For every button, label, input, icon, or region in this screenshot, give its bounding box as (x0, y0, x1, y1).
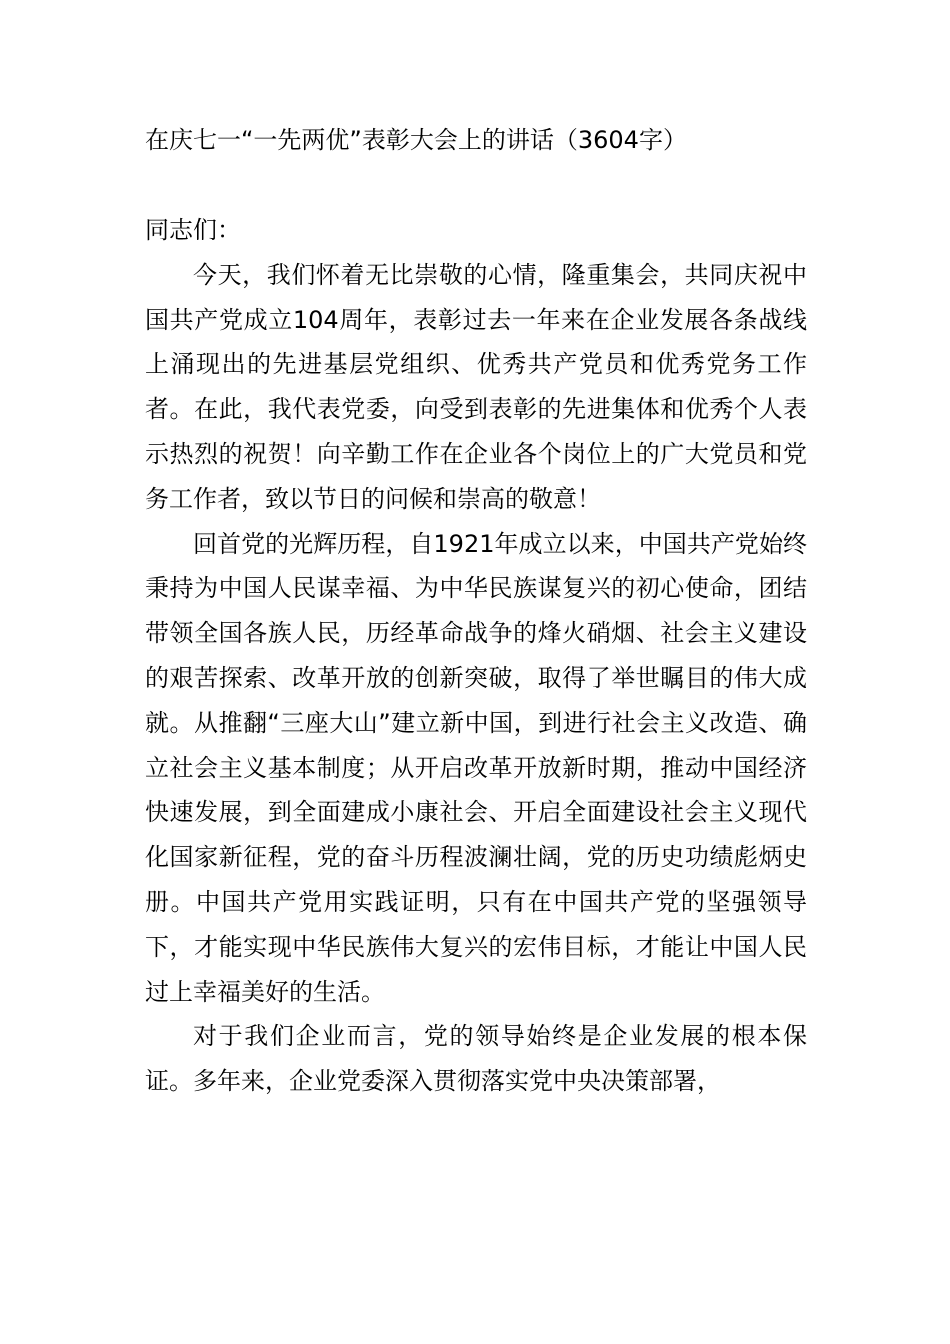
document-body (145, 208, 807, 1104)
paragraph-1: 今天，我们怀着无比崇敬的心情，隆重集会，共同庆祝中国共产党成立104周年，表彰过去一年来在企业发展各条战线上涌现出的先进基层党组织、优秀共产党员和优秀党务工作者。在此，我代表党委，向受到表彰的先进集体和优秀个人表示热烈的祝贺！向辛勤工作在企业各个岗位上的广大党员和党务工作者，致以节日的问候和崇高的敬意！ (145, 260, 807, 513)
salutation: 同志们： (145, 216, 241, 244)
document-title: 在庆七一“一先两优”表彰大会上的讲话（3604字） (145, 126, 687, 154)
paragraph-3: 对于我们企业而言，党的领导始终是企业发展的根本保证。多年来，企业党委深入贯彻落实党中央决策部署， (145, 1022, 807, 1096)
paragraph-2: 回首党的光辉历程，自1921年成立以来，中国共产党始终秉持为中国人民谋幸福、为中华民族谋复兴的初心使命，团结带领全国各族人民，历经革命战争的烽火硝烟、社会主义建设的艰苦探索、改革开放的创新突破，取得了举世瞩目的伟大成就。从推翻“三座大山”建立新中国，到进行社会主义改造、确立社会主义基本制度；从开启改革开放新时期，推动中国经济快速发展，到全面建成小康社会、开启全面建设社会主义现代化国家新征程，党的奋斗历程波澜壮阔，党的历史功绩彪炳史册。中国共产党用实践证明，只有在中国共产党的坚强领导下，才能实现中华民族伟大复兴的宏伟目标，才能让中国人民过上幸福美好的生活。 (145, 529, 807, 1006)
